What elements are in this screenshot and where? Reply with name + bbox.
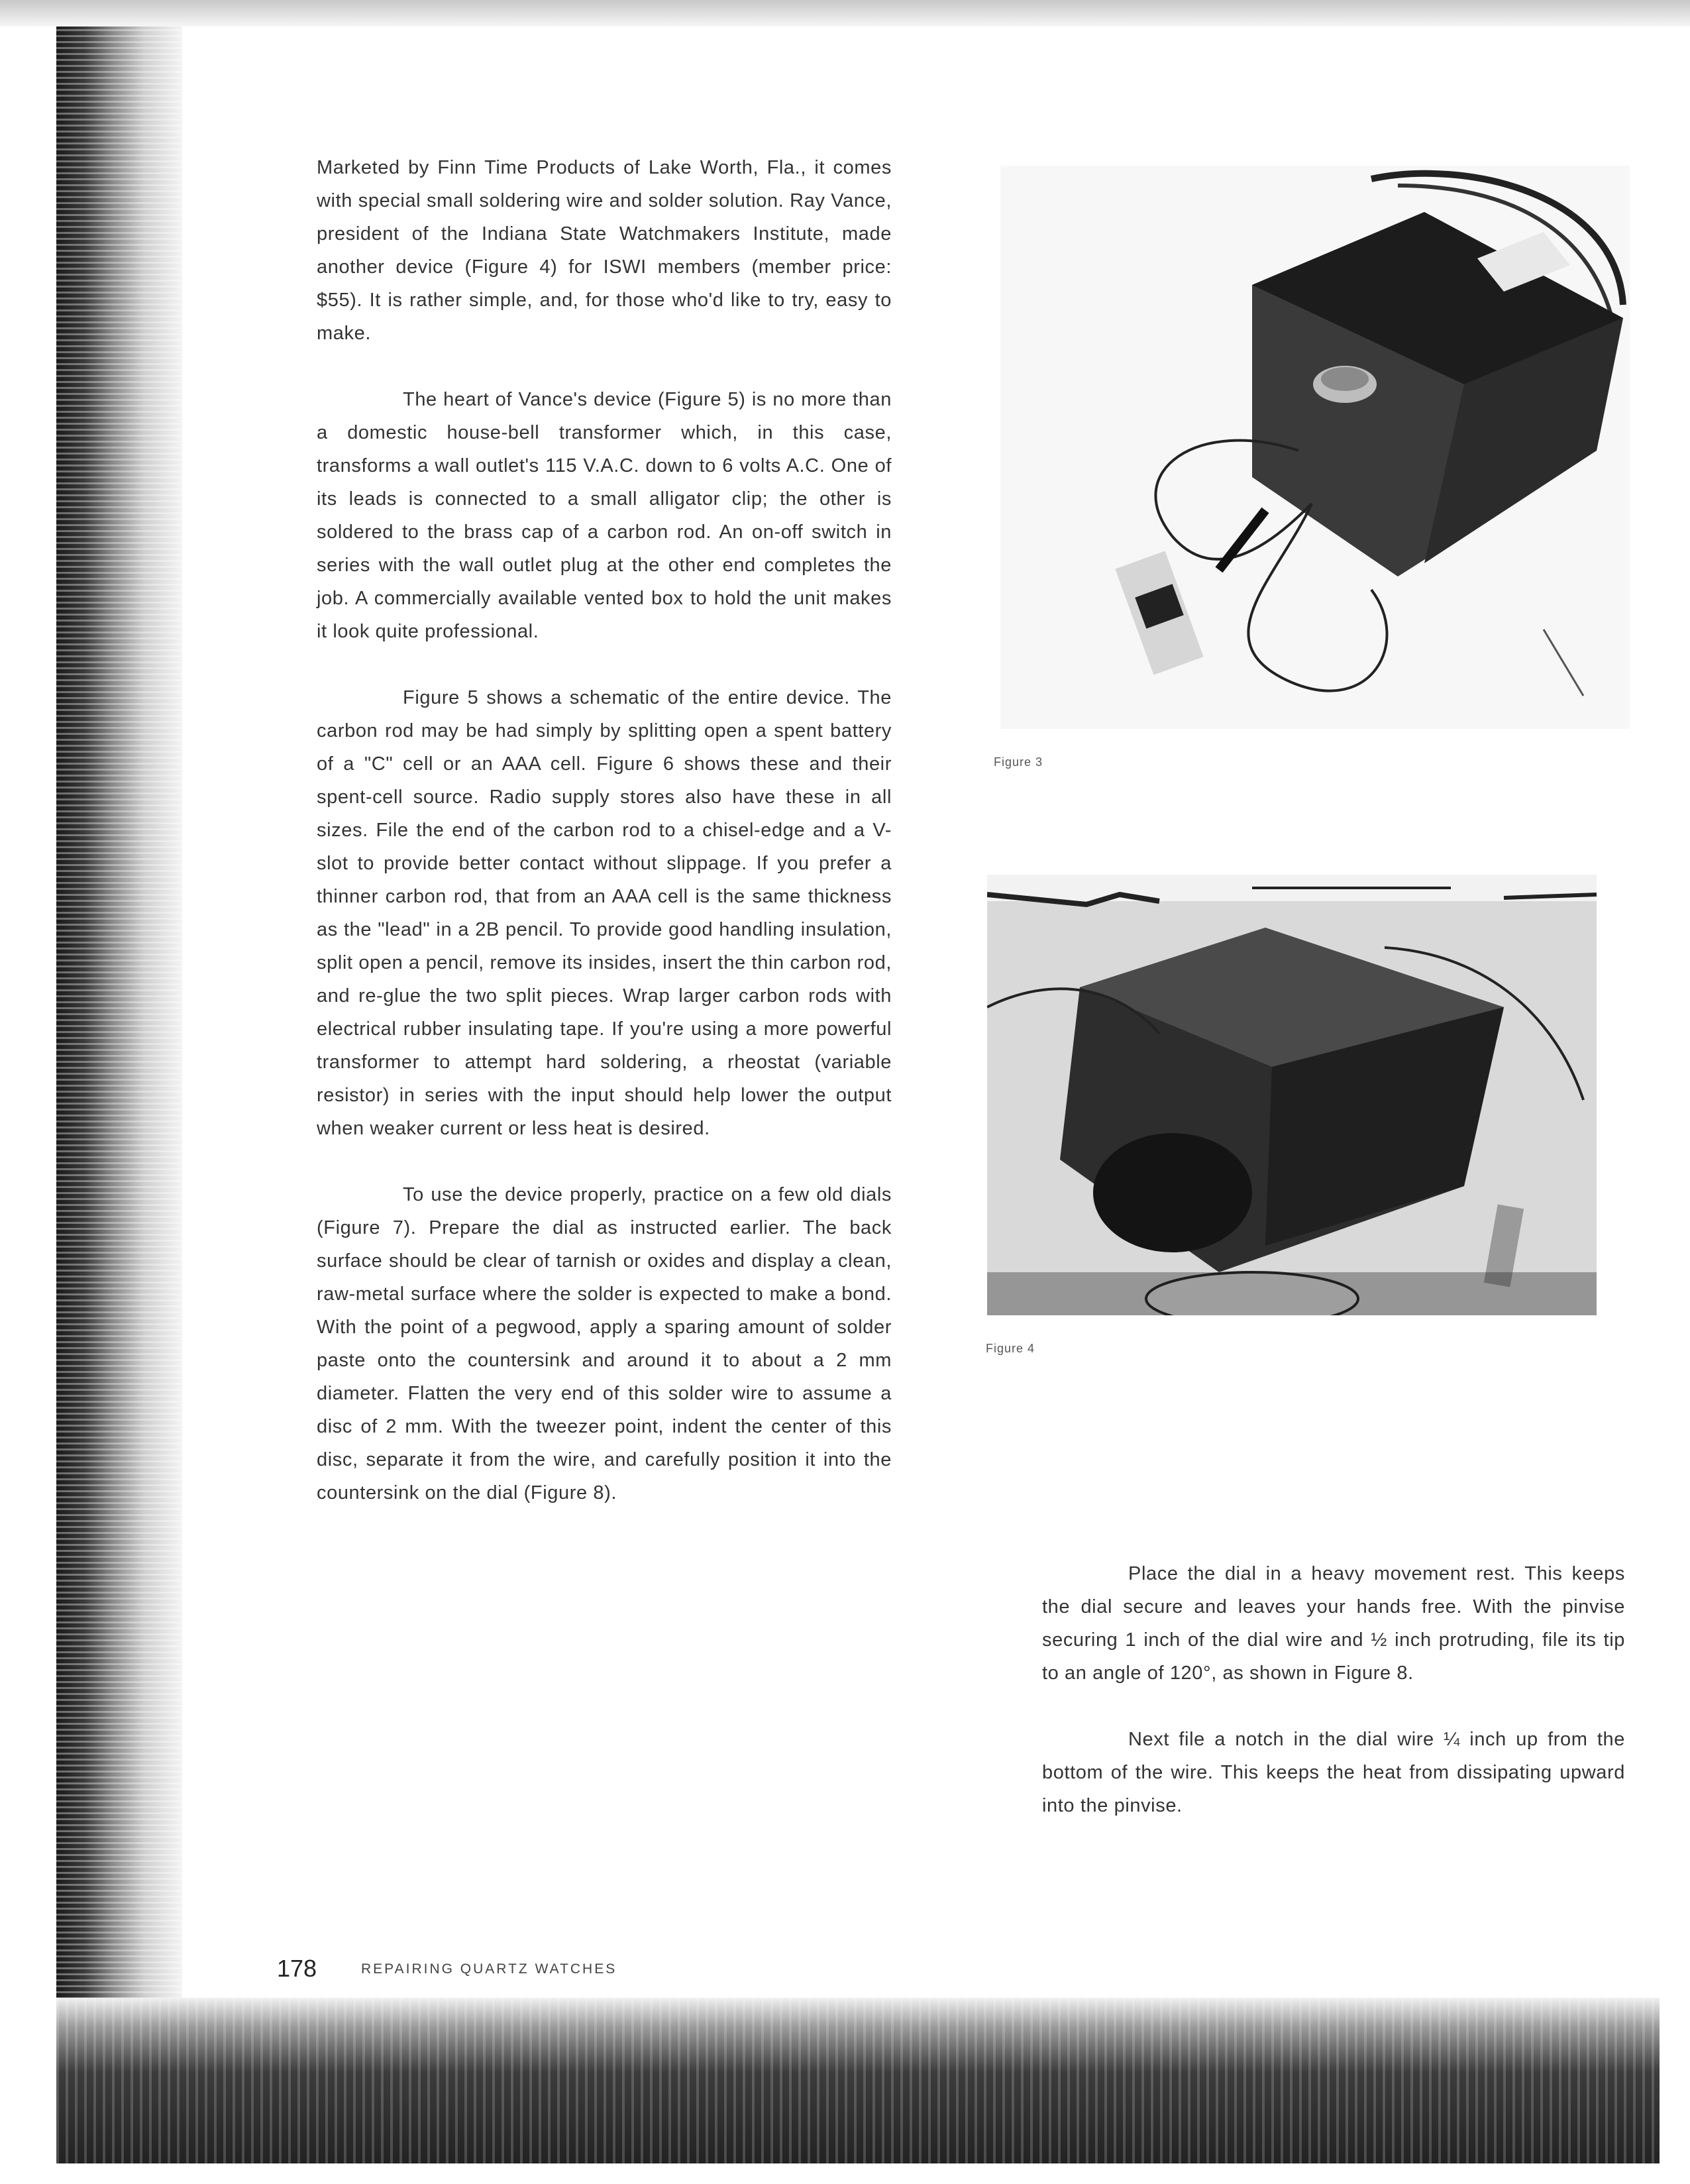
figure-4-caption: Figure 4 xyxy=(986,1342,1035,1355)
paragraph-movement-rest: Place the dial in a heavy movement rest. This keeps the dial secure and leaves your hands free. With the pinvise securing 1 inch of the dial wire and ½ inch protruding, file its tip to an angle of 120°, as shown in Figure 8. xyxy=(1042,1563,1625,1684)
figure-4-photo xyxy=(987,875,1597,1315)
paragraph-schematic: Figure 5 shows a schematic of the entire device. The carbon rod may be had simply by splitting open a spent battery of a "C" cell or an AAA cell. Figure 6 shows these and their spent-cell source. Radio supply stores also have these in all sizes. File the end of the carbon rod to a chisel-edge and a V-slot to provide better contact without slippage. If you prefer a thinner carbon rod, that from an AAA cell is the same thickness as the "lead" in a 2B pencil. To provide good handling insulation, split open a pencil, remove its insides, insert the thin carbon rod, and re-glue the two split pieces. Wrap larger carbon rods with electrical rubber insulating tape. If you're using a more powerful transformer to attempt hard soldering, a rheostat (variable resistor) in series with the input should help lower the output when weaker current or less heat is desired. xyxy=(317,687,892,1139)
scan-binding-edge xyxy=(56,27,182,2101)
paragraph-notch: Next file a notch in the dial wire ¼ inch up from the bottom of the wire. This keeps the heat from dissipating upward into the pinvise. xyxy=(1042,1729,1625,1816)
page-number: 178 xyxy=(277,1955,317,1982)
paragraph-use-device: To use the device properly, practice on a few old dials (Figure 7). Prepare the dial as instructed earlier. The back surface should be clear of tarnish or oxides and display a clean, raw-metal surface where the solder is expected to make a bond. With the point of a pegwood, apply a sparing amount of solder paste onto the countersink and around it to about a 2 mm diameter. Flatten the very end of this solder wire to assume a disc of 2 mm. With the tweezer point, indent the center of this disc, separate it from the wire, and carefully position it into the countersink on the dial (Figure 8). xyxy=(317,1184,892,1503)
figure-3-illustration xyxy=(1000,166,1630,729)
figure-3-photo xyxy=(1000,166,1630,729)
scan-bottom-edge xyxy=(56,1998,1660,2163)
right-text-column xyxy=(1042,1557,1625,1855)
paragraph-finn-time: Marketed by Finn Time Products of Lake Worth, Fla., it comes with special small soldering wire and solder solution. Ray Vance, president of the Indiana State Watchmakers Institute, made another device (Figure 4) for ISWI members (member price: $55). It is rather simple, and, for those who'd like to try, easy to make. xyxy=(317,157,892,344)
scan-top-shadow xyxy=(0,0,1690,27)
figure-3-caption: Figure 3 xyxy=(994,755,1043,769)
figure-4-illustration xyxy=(987,875,1597,1315)
left-text-column xyxy=(317,151,892,1543)
running-title: REPAIRING QUARTZ WATCHES xyxy=(361,1961,617,1977)
paragraph-vance-device: The heart of Vance's device (Figure 5) is no more than a domestic house-bell transformer which, in this case, transforms a wall outlet's 115 V.A.C. down to 6 volts A.C. One of its leads is connected to a small alligator clip; the other is soldered to the brass cap of a carbon rod. An on-off switch in series with the wall outlet plug at the other end completes the job. A commercially available vented box to hold the unit makes it look quite professional. xyxy=(317,389,892,642)
